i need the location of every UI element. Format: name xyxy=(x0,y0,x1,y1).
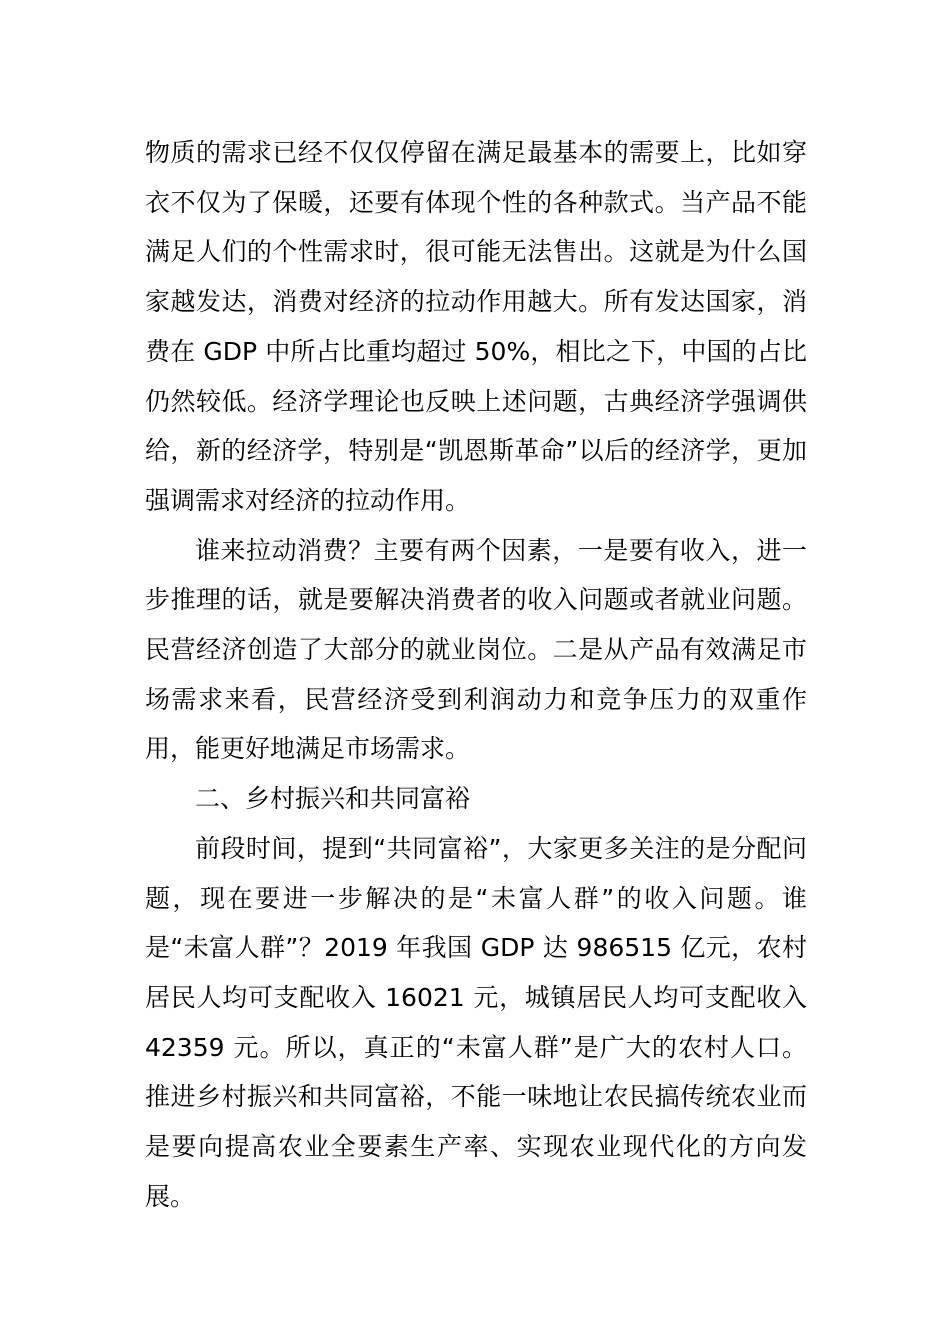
document-body xyxy=(145,128,807,1221)
paragraph-who-drives-consumption: 谁来拉动消费？主要有两个因素，一是要有收入，进一步推理的话，就是要解决消费者的收入问题或者就业问题。民营经济创造了大部分的就业岗位。二是从产品有效满足市场需求来看，民营经济受到利润动力和竞争压力的双重作用，能更好地满足市场需求。 xyxy=(145,535,807,764)
paragraph-common-prosperity: 前段时间，提到“共同富裕”，大家更多关注的是分配问题，现在要进一步解决的是“未富人群”的收入问题。谁是“未富人群”？2019 年我国 GDP 达 986515 亿元，农村居民人均可支配收入 16021 元，城镇居民人均可支配收入 42359 元。所以，真正的“未富人群”是广大的农村人口。推进乡村振兴和共同富裕，不能一味地让农民搞传统农业而是要向提高农业全要素生产率、实现农业现代化的方向发展。 xyxy=(145,833,807,1211)
paragraph-consumption-demand: 物质的需求已经不仅仅停留在满足最基本的需要上，比如穿衣不仅为了保暖，还要有体现个性的各种款式。当产品不能满足人们的个性需求时，很可能无法售出。这就是为什么国家越发达，消费对经济的拉动作用越大。所有发达国家，消费在 GDP 中所占比重均超过 50%，相比之下，中国的占比仍然较低。经济学理论也反映上述问题，古典经济学强调供给，新的经济学，特别是“凯恩斯革命”以后的经济学，更加强调需求对经济的拉动作用。 xyxy=(145,138,807,515)
section-heading: 二、乡村振兴和共同富裕 xyxy=(195,784,471,814)
